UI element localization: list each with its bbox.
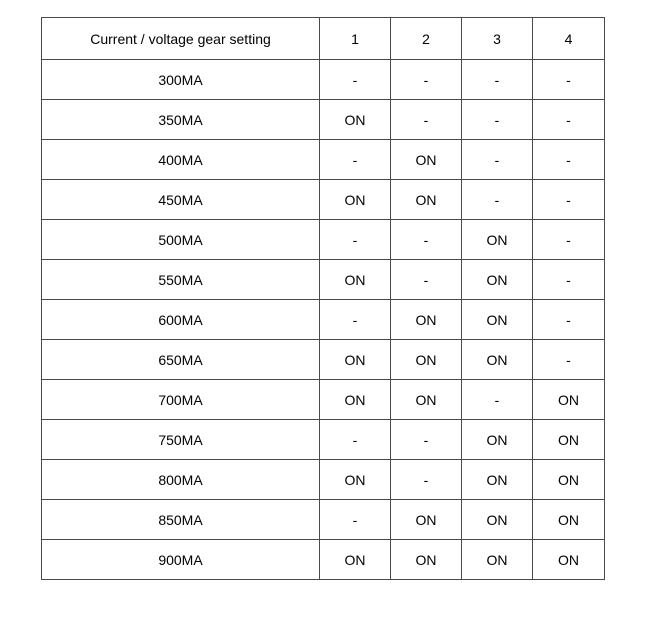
table-row [42, 460, 605, 500]
switch-2-state: ON [391, 500, 462, 540]
current-value: 800MA [42, 460, 320, 500]
switch-3-state: ON [462, 260, 533, 300]
table-row [42, 100, 605, 140]
current-value: 850MA [42, 500, 320, 540]
current-value: 700MA [42, 380, 320, 420]
switch-2-state: ON [391, 180, 462, 220]
switch-1-state: ON [320, 180, 391, 220]
switch-2-state: - [391, 260, 462, 300]
switch-3-state: ON [462, 340, 533, 380]
switch-2-state: ON [391, 380, 462, 420]
table-row [42, 260, 605, 300]
switch-1-state: - [320, 420, 391, 460]
switch-2-state: - [391, 100, 462, 140]
switch-4-state: - [533, 100, 605, 140]
current-value: 750MA [42, 420, 320, 460]
current-value: 300MA [42, 60, 320, 100]
table-row [42, 420, 605, 460]
switch-3-state: ON [462, 460, 533, 500]
current-value: 350MA [42, 100, 320, 140]
switch-4-state: - [533, 180, 605, 220]
current-value: 400MA [42, 140, 320, 180]
switch-1-state: - [320, 140, 391, 180]
switch-4-state: ON [533, 380, 605, 420]
table-row [42, 380, 605, 420]
switch-3-state: - [462, 180, 533, 220]
switch-1-state: ON [320, 260, 391, 300]
table-row [42, 60, 605, 100]
header-row [42, 18, 605, 60]
switch-4-state: - [533, 300, 605, 340]
table-row [42, 540, 605, 580]
current-value: 450MA [42, 180, 320, 220]
switch-2-state: ON [391, 140, 462, 180]
switch-4-state: ON [533, 420, 605, 460]
switch-4-state: - [533, 140, 605, 180]
switch-3-state: - [462, 140, 533, 180]
table-row [42, 340, 605, 380]
table-row [42, 180, 605, 220]
switch-2-state: ON [391, 300, 462, 340]
switch-3-state: - [462, 100, 533, 140]
switch-2-state: - [391, 220, 462, 260]
switch-1-state: - [320, 500, 391, 540]
switch-4-state: - [533, 60, 605, 100]
table-row [42, 500, 605, 540]
current-value: 500MA [42, 220, 320, 260]
current-value: 600MA [42, 300, 320, 340]
table-row [42, 140, 605, 180]
switch-1-state: ON [320, 340, 391, 380]
header-switch-2: 2 [391, 18, 462, 60]
current-value: 550MA [42, 260, 320, 300]
switch-3-state: - [462, 60, 533, 100]
header-switch-1: 1 [320, 18, 391, 60]
switch-4-state: - [533, 340, 605, 380]
switch-1-state: - [320, 220, 391, 260]
current-value: 650MA [42, 340, 320, 380]
switch-3-state: ON [462, 420, 533, 460]
switch-1-state: ON [320, 100, 391, 140]
header-switch-4: 4 [533, 18, 605, 60]
switch-1-state: - [320, 300, 391, 340]
switch-3-state: ON [462, 300, 533, 340]
switch-2-state: - [391, 460, 462, 500]
switch-3-state: - [462, 380, 533, 420]
table-row [42, 300, 605, 340]
switch-3-state: ON [462, 540, 533, 580]
switch-4-state: - [533, 220, 605, 260]
header-current-setting: Current / voltage gear setting [42, 18, 320, 60]
table-row [42, 220, 605, 260]
header-switch-3: 3 [462, 18, 533, 60]
switch-3-state: ON [462, 220, 533, 260]
switch-2-state: ON [391, 540, 462, 580]
current-value: 900MA [42, 540, 320, 580]
switch-1-state: ON [320, 460, 391, 500]
switch-3-state: ON [462, 500, 533, 540]
switch-2-state: - [391, 60, 462, 100]
switch-4-state: ON [533, 540, 605, 580]
current-setting-table [41, 17, 605, 580]
switch-1-state: - [320, 60, 391, 100]
switch-4-state: ON [533, 460, 605, 500]
switch-4-state: - [533, 260, 605, 300]
switch-1-state: ON [320, 380, 391, 420]
switch-2-state: ON [391, 340, 462, 380]
switch-4-state: ON [533, 500, 605, 540]
switch-1-state: ON [320, 540, 391, 580]
switch-2-state: - [391, 420, 462, 460]
